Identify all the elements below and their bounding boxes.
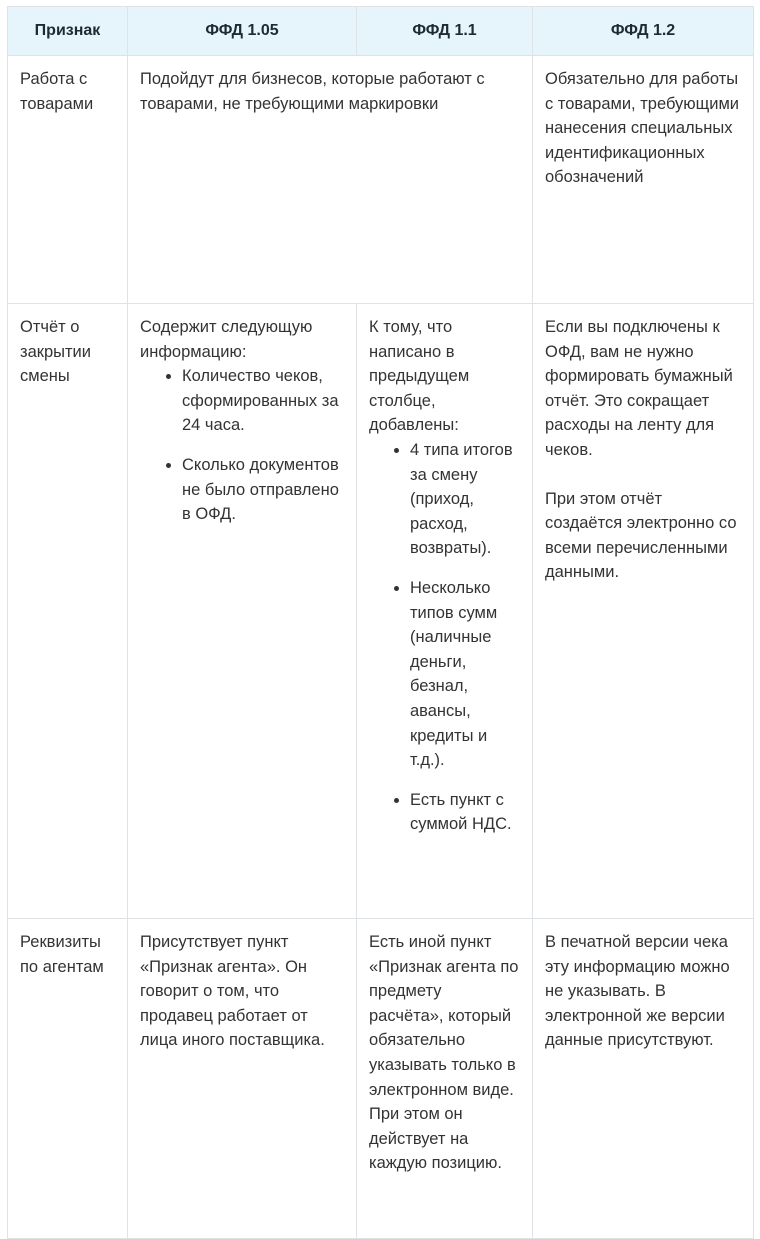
shift-105-list — [140, 364, 344, 527]
shift-12-paragraph-1: Если вы подключены к ОФД, вам не нужно формировать бумажный отчёт. Это сокращает расходы на ленту для чеков. — [545, 318, 733, 459]
header-ffd-12: ФФД 1.2 — [533, 7, 754, 56]
cell-agents-105: Присутствует пункт «Признак агента». Он говорит о том, что продавец работает от лица иного поставщика. — [128, 919, 357, 1239]
ffd-comparison-table — [7, 6, 754, 1239]
list-item: • Сколько документов не было отправлено в ОФД. — [182, 453, 344, 527]
header-ffd-11: ФФД 1.1 — [357, 7, 533, 56]
table-row-goods — [8, 56, 754, 304]
row-label-agents: Реквизиты по агентам — [8, 919, 128, 1239]
list-item: • Количество чеков, сформированных за 24 часа. — [182, 364, 344, 438]
shift-105-intro: Содержит следующую информацию: — [140, 318, 313, 361]
shift-12-paragraph-2: При этом отчёт создаётся электронно со всеми перечисленными данными. — [545, 489, 737, 582]
cell-goods-12: Обязательно для работы с товарами, требующими нанесения специальных идентификационных обозначений — [533, 56, 754, 304]
list-item: • Несколько типов сумм (наличные деньги, безнал, авансы, кредиты и т.д.). — [410, 576, 520, 773]
list-item: • Есть пункт с суммой НДС. — [410, 788, 520, 837]
table-header-row — [8, 7, 754, 56]
shift-11-list — [369, 438, 520, 837]
comparison-table-wrapper — [7, 6, 754, 1239]
list-item: • 4 типа итогов за смену (приход, расход, возвраты). — [410, 438, 520, 561]
table-row-shift-report — [8, 304, 754, 919]
row-label-shift-report: Отчёт о закрытии смены — [8, 304, 128, 919]
cell-shift-11 — [357, 304, 533, 919]
header-feature: Признак — [8, 7, 128, 56]
shift-11-intro: К тому, что написано в предыдущем столбце, добавлены: — [369, 318, 470, 435]
header-ffd-105: ФФД 1.05 — [128, 7, 357, 56]
cell-shift-105 — [128, 304, 357, 919]
row-label-goods: Работа с товарами — [8, 56, 128, 304]
table-row-agents — [8, 919, 754, 1239]
cell-agents-12: В печатной версии чека эту информацию можно не указывать. В электронной же версии данные присутствуют. — [533, 919, 754, 1239]
cell-goods-105-11: Подойдут для бизнесов, которые работают с товарами, не требующими маркировки — [128, 56, 533, 304]
cell-shift-12 — [533, 304, 754, 919]
cell-agents-11: Есть иной пункт «Признак агента по предмету расчёта», который обязательно указывать только в электронном виде. При этом он действует на каждую позицию. — [357, 919, 533, 1239]
paragraph-gap — [545, 463, 741, 487]
